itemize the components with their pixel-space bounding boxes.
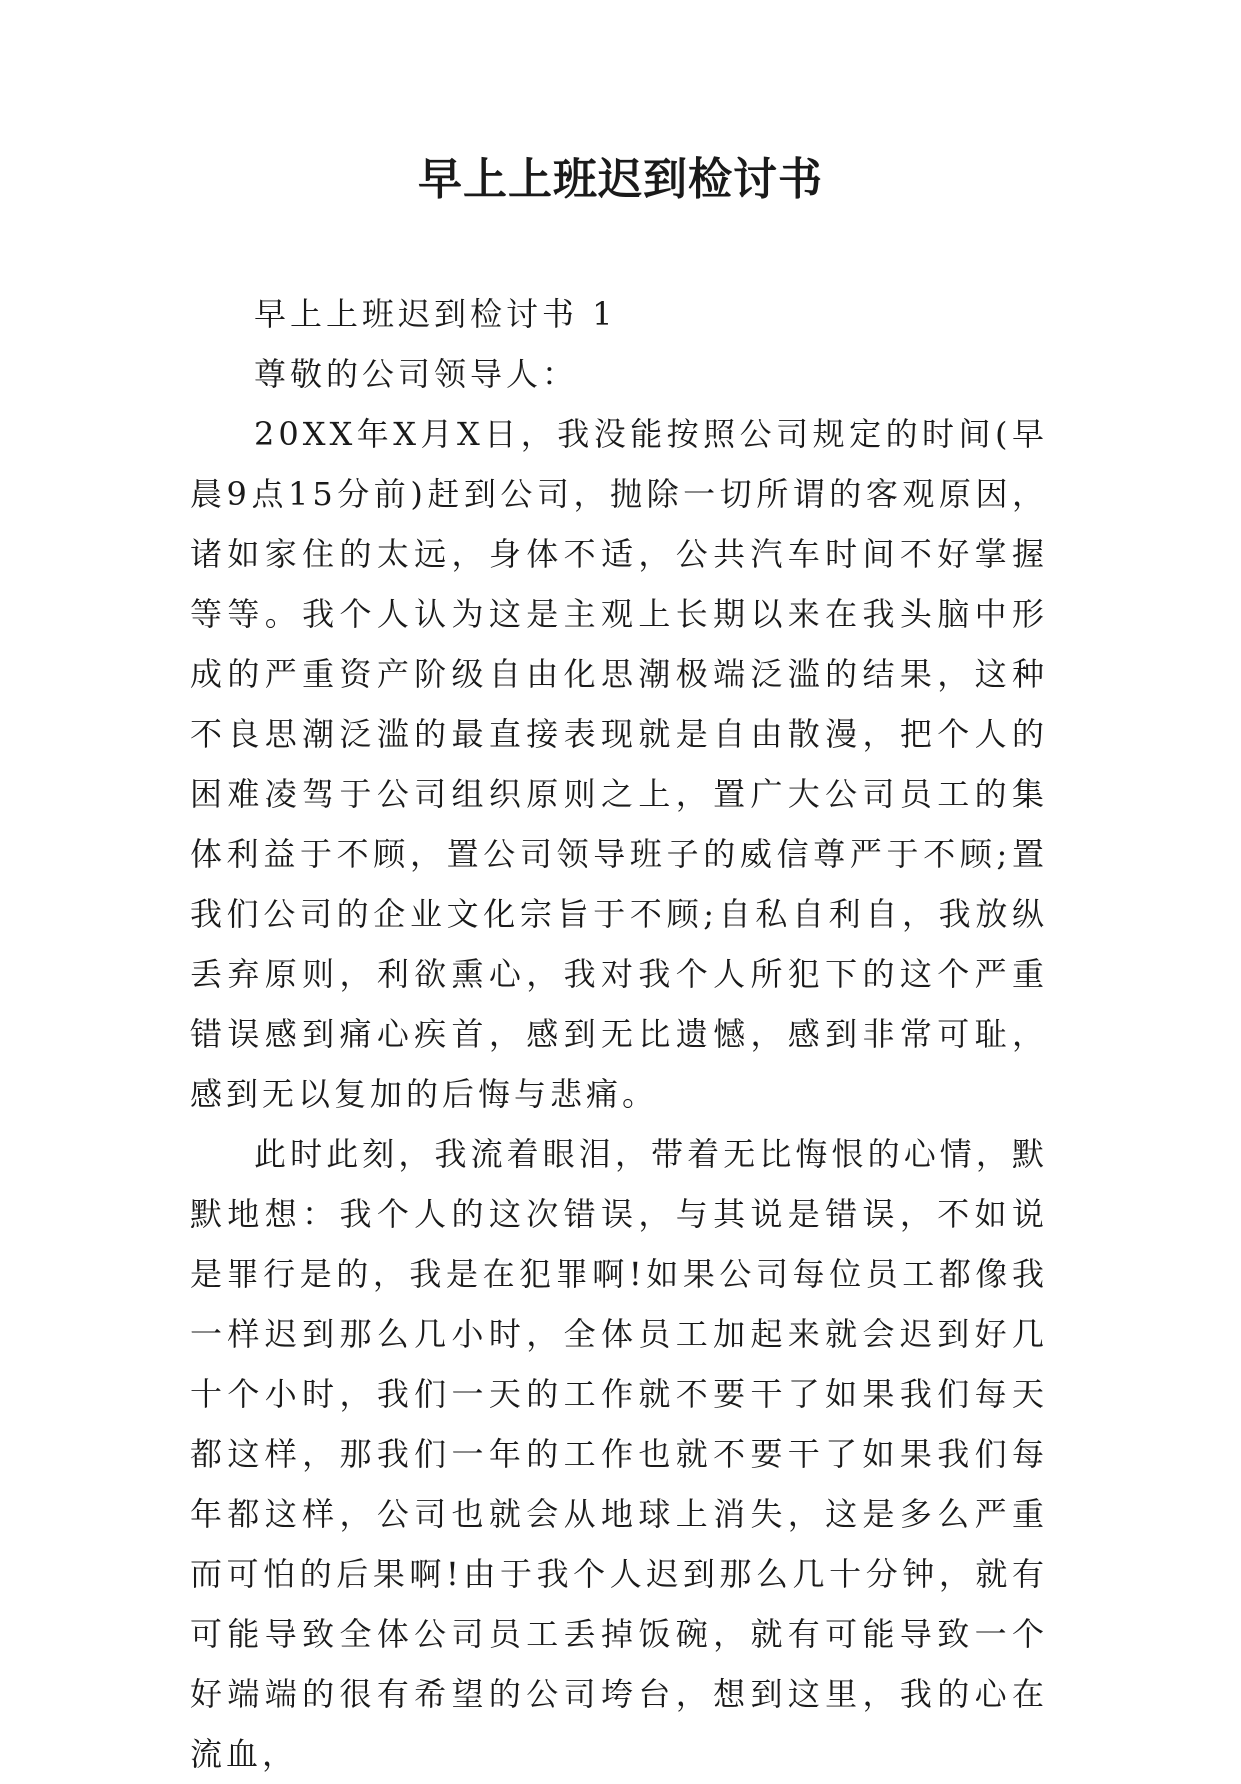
document-subtitle: 早上上班迟到检讨书 1 — [254, 295, 617, 333]
document-body — [190, 284, 1048, 1784]
salutation: 尊敬的公司领导人： — [254, 355, 579, 393]
document-title: 早上上班迟到检讨书 — [418, 154, 823, 205]
paragraph-2: 此时此刻，我流着眼泪，带着无比悔恨的心情，默默地想：我个人的这次错误，与其说是错误，不如说是罪行是的，我是在犯罪啊!如果公司每位员工都像我一样迟到那么几小时，全体员工加起来就会迟到好几十个小时，我们一天的工作就不要干了如果我们每天都这样，那我们一年的工作也就不要干了如果我们每年都这样，公司也就会从地球上消失，这是多么严重而可怕的后果啊!由于我个人迟到那么几十分钟，就有可能导致全体公司员工丢掉饭碗，就有可能导致一个好端端的很有希望的公司垮台，想到这里，我的心在流血， — [190, 1135, 1048, 1773]
paragraph-1: 20XX年X月X日，我没能按照公司规定的时间(早晨9点15分前)赶到公司，抛除一切所谓的客观原因，诸如家住的太远，身体不适，公共汽车时间不好掌握等等。我个人认为这是主观上长期以来在我头脑中形成的严重资产阶级自由化思潮极端泛滥的结果，这种不良思潮泛滥的最直接表现就是自由散漫，把个人的困难凌驾于公司组织原则之上，置广大公司员工的集体利益于不顾，置公司领导班子的威信尊严于不顾;置我们公司的企业文化宗旨于不顾;自私自利自，我放纵丢弃原则，利欲熏心，我对我个人所犯下的这个严重错误感到痛心疾首，感到无比遗憾，感到非常可耻，感到无以复加的后悔与悲痛。 — [190, 415, 1048, 1113]
